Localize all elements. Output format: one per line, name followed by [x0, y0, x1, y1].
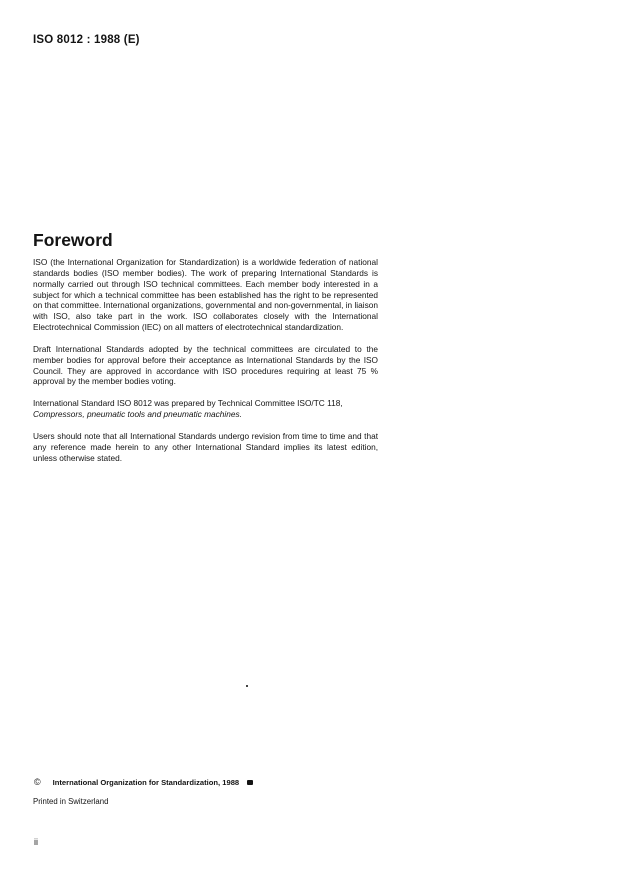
foreword-paragraph-revision-note: Users should note that all International Standards undergo revision from time to time and that any reference made herein to any other International Standard implies its latest edition, unless otherwise stated. — [33, 430, 378, 463]
printed-location: Printed in Switzerland — [33, 797, 109, 806]
copyright-notice — [34, 777, 253, 787]
committee-statement: International Standard ISO 8012 was prepared by Technical Committee ISO/TC 118, — [33, 398, 343, 409]
foreword-body — [33, 257, 378, 475]
document-identifier: ISO 8012 : 1988 (E) — [33, 34, 140, 46]
committee-title: Compressors, pneumatic tools and pneumatic machines. — [33, 409, 242, 420]
page-number: ii — [34, 837, 38, 847]
scan-speck — [246, 685, 248, 687]
foreword-paragraph-iso-intro: ISO (the International Organization for Standardization) is a worldwide federation of national standards bodies (ISO member bodies). The work of preparing International Standards is normally carried out through ISO technical committees. Each member body interested in a subject for which a technical committee has been established has the right to be represented on that committee. International organizations, governmental and non-governmental, in liaison with ISO, also take part in the work. ISO collaborates closely with the International Electrotechnical Commission (IEC) on all matters of electrotechnical standardization. — [33, 257, 378, 333]
copyright-text: International Organization for Standardization, 1988 — [52, 777, 240, 787]
bullet-mark-icon — [247, 780, 253, 785]
foreword-paragraph-draft-standards: Draft International Standards adopted by the technical committees are circulated to the member bodies for approval before their acceptance as International Standards by the ISO Council. They are approved in accordance with ISO procedures requiring at least 75 % approval by the member bodies voting. — [33, 343, 378, 387]
copyright-icon: © — [34, 777, 41, 787]
foreword-heading: Foreword — [33, 230, 113, 250]
foreword-paragraph-committee — [33, 398, 378, 420]
